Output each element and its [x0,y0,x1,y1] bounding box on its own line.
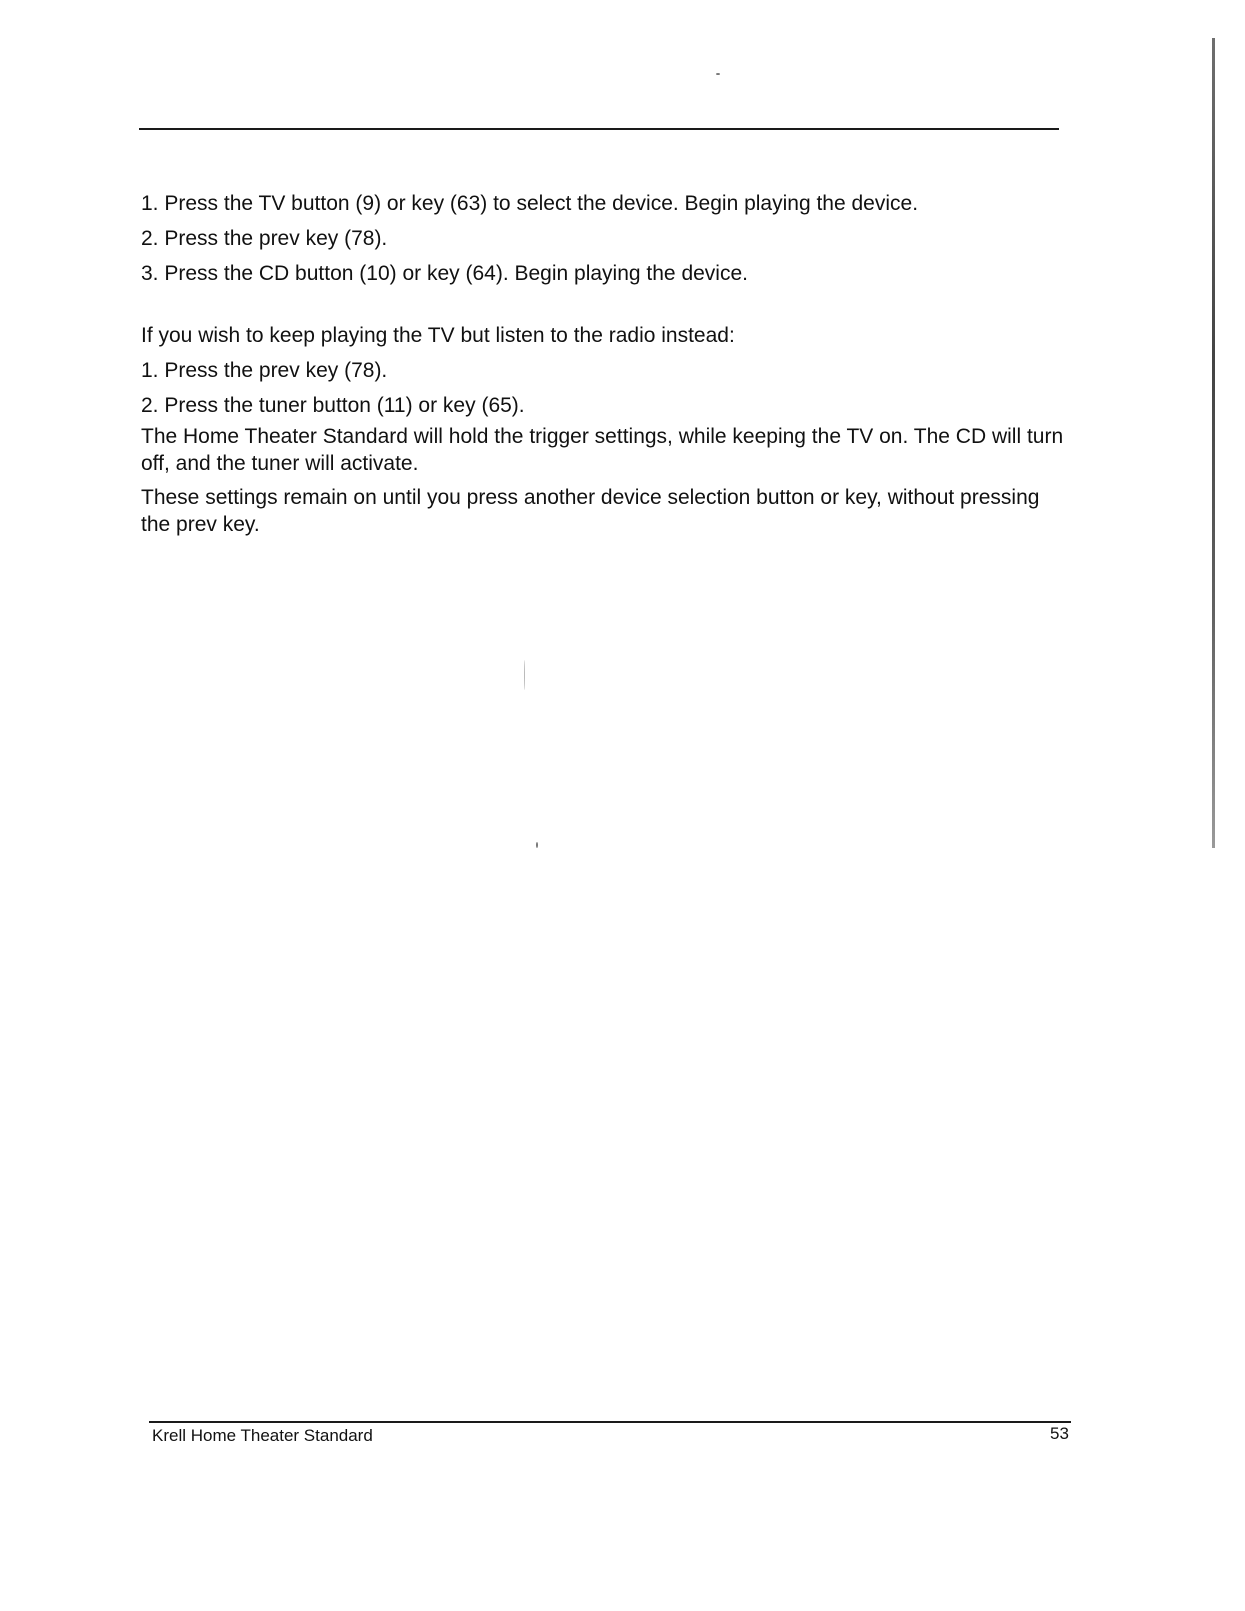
scan-binding-edge [1212,38,1215,848]
step-item: 1. Press the prev key (78). [141,359,388,382]
scan-speck [716,73,720,75]
footer-title: Krell Home Theater Standard [152,1426,373,1445]
page-number: 53 [1050,1424,1069,1443]
step-item: 2. Press the tuner button (11) or key (65). [141,394,525,417]
step-item: 1. Press the TV button (9) or key (63) to select the device. Begin playing the device. [141,192,919,215]
footer-rule [149,1421,1071,1423]
scan-speck [536,842,538,848]
header-rule [139,128,1059,130]
paragraph-remain: These settings remain on until you press another device selection button or key, without pressing the prev key. [141,486,1040,536]
scan-speck [524,660,525,690]
step-item: 3. Press the CD button (10) or key (64). Begin playing the device. [141,262,748,285]
page-body [141,186,1071,538]
step-item: 2. Press the prev key (78). [141,227,388,250]
paragraph-hold: The Home Theater Standard will hold the trigger settings, while keeping the TV on. The CD will turn off, and the tuner will activate. [141,425,1064,475]
radio-intro: If you wish to keep playing the TV but listen to the radio instead: [141,324,735,347]
